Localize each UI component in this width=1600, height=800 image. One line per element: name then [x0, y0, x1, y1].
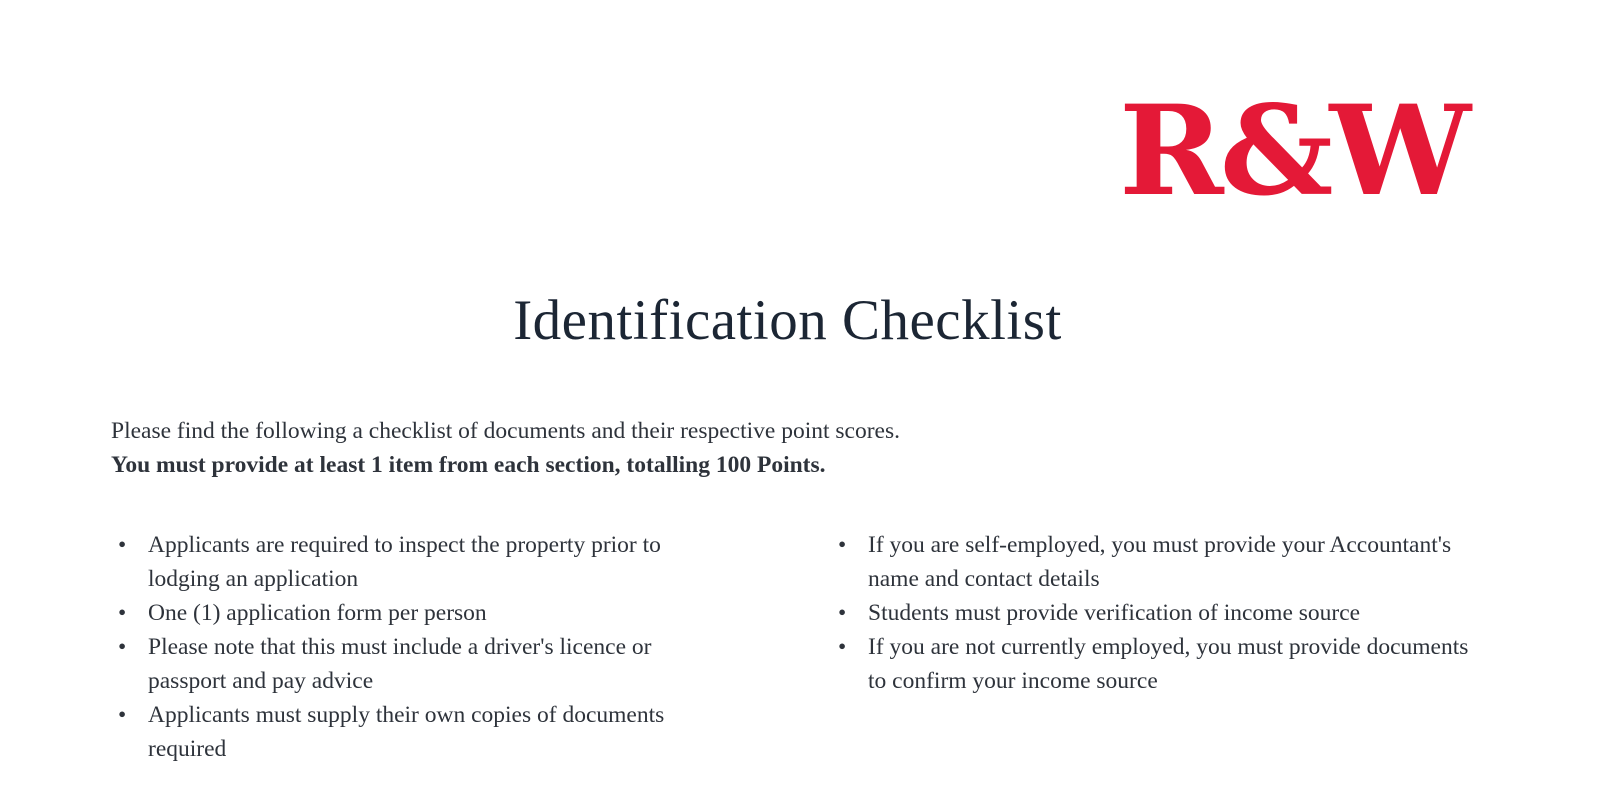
list-item: • If you are not currently employed, you must provide documents to confirm your income source — [830, 630, 1476, 698]
list-item: • Students must provide verification of income source — [830, 596, 1476, 630]
list-item: • Applicants must supply their own copies of documents required — [110, 698, 703, 766]
intro-line-2-requirement: You must provide at least 1 item from each section, totalling 100 Points. — [111, 452, 826, 478]
rw-logo: R&W — [1119, 78, 1467, 224]
intro-line-1: Please find the following a checklist of documents and their respective point scores. — [111, 418, 900, 444]
notes-columns — [110, 528, 1540, 766]
list-item: • Please note that this must include a driver's licence or passport and pay advice — [110, 630, 703, 698]
notes-column-left — [110, 528, 830, 766]
intro-paragraph — [111, 414, 1465, 482]
page-title: Identification Checklist — [513, 289, 1062, 352]
list-item: • One (1) application form per person — [110, 596, 703, 630]
notes-list-left — [110, 528, 830, 766]
list-item: • If you are self-employed, you must provide your Accountant's name and contact details — [830, 528, 1476, 596]
notes-list-right — [830, 528, 1540, 698]
list-item: • Applicants are required to inspect the property prior to lodging an application — [110, 528, 703, 596]
notes-column-right — [830, 528, 1540, 698]
